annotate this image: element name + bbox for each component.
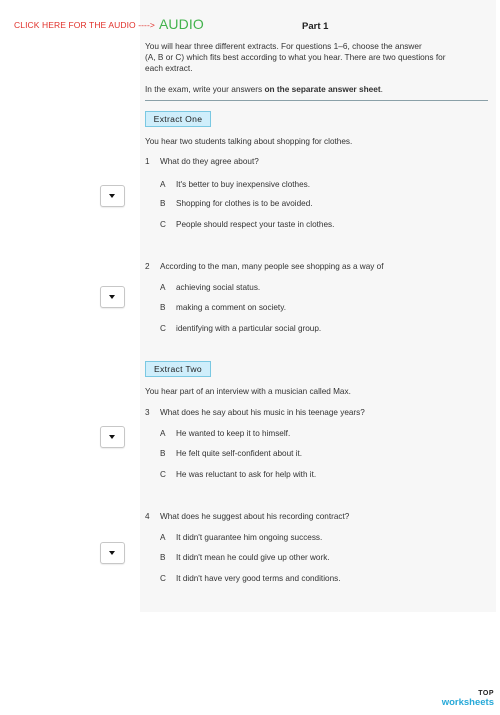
question-3-answer-dropdown[interactable] [100,426,125,448]
q3-option-b-letter: B [160,449,166,458]
question-1-text: What do they agree about? [160,157,259,166]
q2-option-c-letter: C [160,324,166,333]
q3-option-a-text: He wanted to keep it to himself. [176,429,291,438]
topworksheets-logo[interactable] [442,689,494,707]
question-2-number: 2 [145,262,150,271]
question-1-number: 1 [145,157,150,166]
q4-option-b-letter: B [160,553,166,562]
q4-option-c-letter: C [160,574,166,583]
exam-note [145,84,485,94]
instructions-line-3: each extract. [145,63,193,73]
q2-option-c-text: identifying with a particular social group. [176,324,322,333]
chevron-down-icon [109,194,115,198]
exam-note-prefix: In the exam, write your answers [145,84,265,94]
logo-worksheets: worksheets [441,697,494,708]
chevron-down-icon [109,551,115,555]
question-4-text: What does he suggest about his recording contract? [160,512,350,521]
audio-link-word[interactable]: AUDIO [158,16,204,32]
question-3-text: What does he say about his music in his teenage years? [160,408,365,417]
q1-option-a-text: It's better to buy inexpensive clothes. [176,180,311,189]
part-title: Part 1 [302,21,329,32]
chevron-down-icon [109,435,115,439]
audio-link-label[interactable]: CLICK HERE FOR THE AUDIO ----> [14,20,155,30]
instructions-line-1: You will hear three different extracts. For questions 1–6, choose the answer [145,41,422,51]
chevron-down-icon [109,295,115,299]
logo-top: TOP [478,690,494,697]
q1-option-c-text: People should respect your taste in clothes. [176,220,335,229]
q2-option-a-text: achieving social status. [176,283,261,292]
extract-two-label: Extract Two [145,361,211,377]
q3-option-c-letter: C [160,470,166,479]
question-3-number: 3 [145,408,150,417]
extract-two-context: You hear part of an interview with a musician called Max. [145,387,351,396]
q4-option-a-text: It didn't guarantee him ongoing success. [176,533,323,542]
q1-option-b-text: Shopping for clothes is to be avoided. [176,199,313,208]
question-4-number: 4 [145,512,150,521]
question-1-answer-dropdown[interactable] [100,185,125,207]
q3-option-c-text: He was reluctant to ask for help with it. [176,470,317,479]
exam-note-suffix: . [380,84,383,94]
q1-option-b-letter: B [160,199,166,208]
instructions-line-2: (A, B or C) which fits best according to what you hear. There are two questions for [145,52,446,62]
q3-option-a-letter: A [160,429,166,438]
question-4-answer-dropdown[interactable] [100,542,125,564]
q4-option-b-text: It didn't mean he could give up other work. [176,553,330,562]
q2-option-a-letter: A [160,283,166,292]
q1-option-a-letter: A [160,180,166,189]
q2-option-b-letter: B [160,303,166,312]
instructions [145,41,485,74]
extract-one-label: Extract One [145,111,211,127]
q3-option-b-text: He felt quite self-confident about it. [176,449,303,458]
divider [145,100,488,101]
question-2-text: According to the man, many people see shopping as a way of [160,262,384,271]
extract-one-context: You hear two students talking about shopping for clothes. [145,137,353,146]
q4-option-a-letter: A [160,533,166,542]
question-2-answer-dropdown[interactable] [100,286,125,308]
exam-note-bold: on the separate answer sheet [264,84,381,94]
audio-link[interactable] [14,16,204,32]
q2-option-b-text: making a comment on society. [176,303,286,312]
q4-option-c-text: It didn't have very good terms and conditions. [176,574,341,583]
q1-option-c-letter: C [160,220,166,229]
